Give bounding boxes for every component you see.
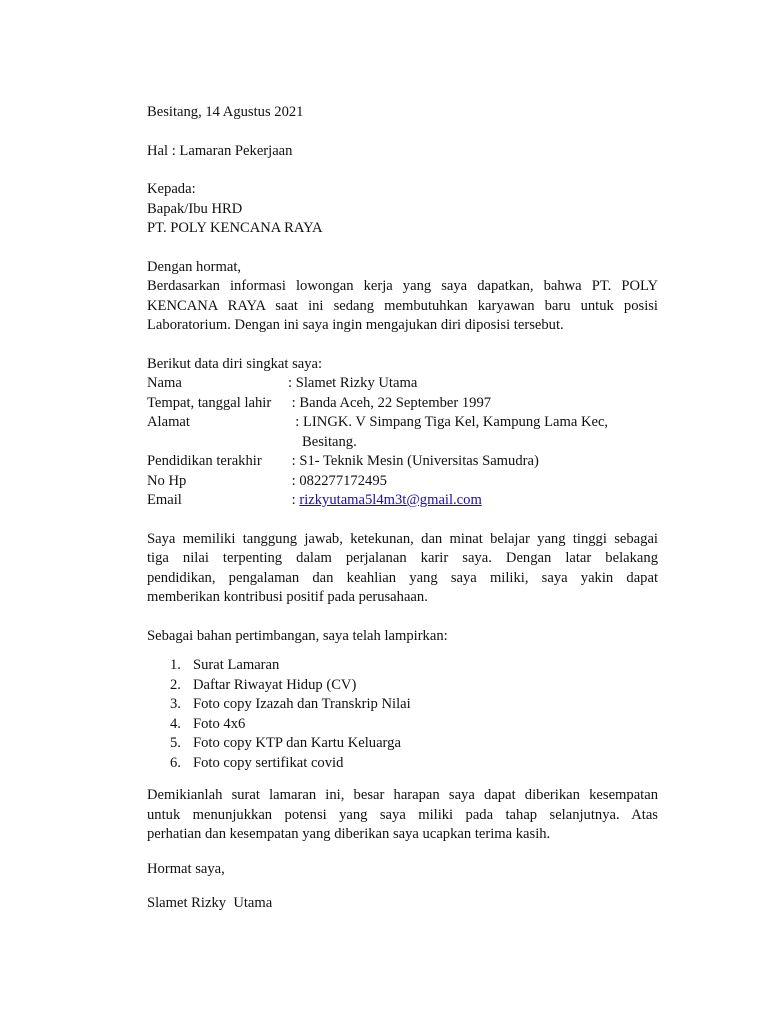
list-item (147, 754, 658, 774)
closing-line-1: Demikianlah surat lamaran ini, besar harapan saya dapat diberikan kesempatan (147, 787, 658, 803)
signature-name: Slamet Rizky Utama (147, 895, 273, 911)
data-row-phone (147, 472, 658, 492)
list-text: Foto copy KTP dan Kartu Keluarga (193, 735, 401, 751)
body-line-2: tiga nilai terpenting dalam perjalanan karir saya. Dengan latar belakang (147, 550, 658, 566)
personal-data-table (147, 374, 658, 511)
list-number: 2. (170, 676, 181, 693)
recipient-to-label: Kepada: (147, 181, 196, 197)
list-text: Daftar Riwayat Hidup (CV) (193, 676, 357, 693)
data-label: Nama (147, 375, 182, 391)
list-text: Foto copy Izazah dan Transkrip Nilai (193, 696, 411, 712)
list-text: Foto 4x6 (193, 715, 246, 732)
list-number: 4. (170, 715, 181, 732)
body-line-1: Saya memiliki tanggung jawab, ketekunan, dan minat belajar yang tinggi sebagai (147, 530, 658, 547)
data-label: Pendidikan terakhir (147, 453, 262, 469)
signoff: Hormat saya, (147, 860, 225, 877)
intro-line-3: Laboratorium. Dengan ini saya ingin mengajukan diri diposisi tersebut. (147, 317, 564, 333)
list-number: 3. (170, 696, 181, 712)
list-number: 5. (170, 735, 181, 751)
intro-line-2: KENCANA RAYA saat ini sedang membutuhkan karyawan baru untuk posisi (147, 297, 658, 314)
data-value: : 082277172495 (288, 472, 387, 489)
greeting: Dengan hormat, (147, 258, 242, 275)
list-number: 1. (170, 657, 181, 673)
recipient-line-1: Bapak/Ibu HRD (147, 200, 243, 217)
data-value: : Slamet Rizky Utama (288, 375, 418, 391)
list-item (147, 676, 658, 696)
list-item (147, 695, 658, 715)
closing-line-3: perhatian dan kesempatan yang diberikan saya ucapkan terima kasih. (147, 826, 551, 842)
letter-page (147, 103, 658, 914)
recipient-line-2: PT. POLY KENCANA RAYA (147, 220, 323, 236)
email-prefix: : (288, 492, 300, 508)
attachments-heading: Sebagai bahan pertimbangan, saya telah lampirkan: (147, 627, 448, 644)
intro-line-1: Berdasarkan informasi lowongan kerja yang saya dapatkan, bahwa PT. POLY (147, 278, 658, 294)
list-text: Surat Lamaran (193, 657, 280, 673)
data-row-address (147, 413, 658, 433)
data-value (288, 491, 658, 511)
intro-paragraph (147, 277, 658, 336)
closing-paragraph (147, 786, 658, 845)
data-label: No Hp (147, 472, 187, 489)
list-text: Foto copy sertifikat covid (193, 754, 344, 771)
email-link[interactable]: rizkyutama5l4m3t@gmail.com (299, 492, 482, 508)
data-row-birth (147, 394, 658, 414)
data-value: : Banda Aceh, 22 September 1997 (288, 394, 492, 411)
attachments-list (147, 656, 658, 773)
list-item (147, 734, 658, 754)
recipient-block (147, 180, 658, 239)
list-number: 6. (170, 754, 181, 771)
data-label: Alamat (147, 414, 190, 430)
data-row-name (147, 374, 658, 394)
subject-line: Hal : Lamaran Pekerjaan (147, 142, 293, 159)
data-label: Email (147, 492, 182, 508)
data-label: Tempat, tanggal lahir (147, 394, 272, 411)
personal-data-heading: Berikut data diri singkat saya: (147, 355, 323, 372)
data-row-email (147, 491, 658, 511)
data-value: : S1- Teknik Mesin (Universitas Samudra) (288, 453, 539, 469)
body-paragraph (147, 530, 658, 608)
data-row-education (147, 452, 658, 472)
address-continuation: Besitang. (302, 433, 357, 450)
list-item (147, 656, 658, 676)
place-date: Besitang, 14 Agustus 2021 (147, 104, 304, 120)
data-value: : LINGK. V Simpang Tiga Kel, Kampung Lama Kec, (288, 414, 609, 430)
list-item (147, 715, 658, 735)
closing-line-2: untuk menunjukkan potensi yang saya miliki pada tahap selanjutnya. Atas (147, 806, 658, 823)
body-line-4: memberikan kontribusi positif pada perusahaan. (147, 589, 428, 605)
body-line-3: pendidikan, pengalaman dan keahlian yang saya miliki, saya yakin dapat (147, 569, 658, 586)
